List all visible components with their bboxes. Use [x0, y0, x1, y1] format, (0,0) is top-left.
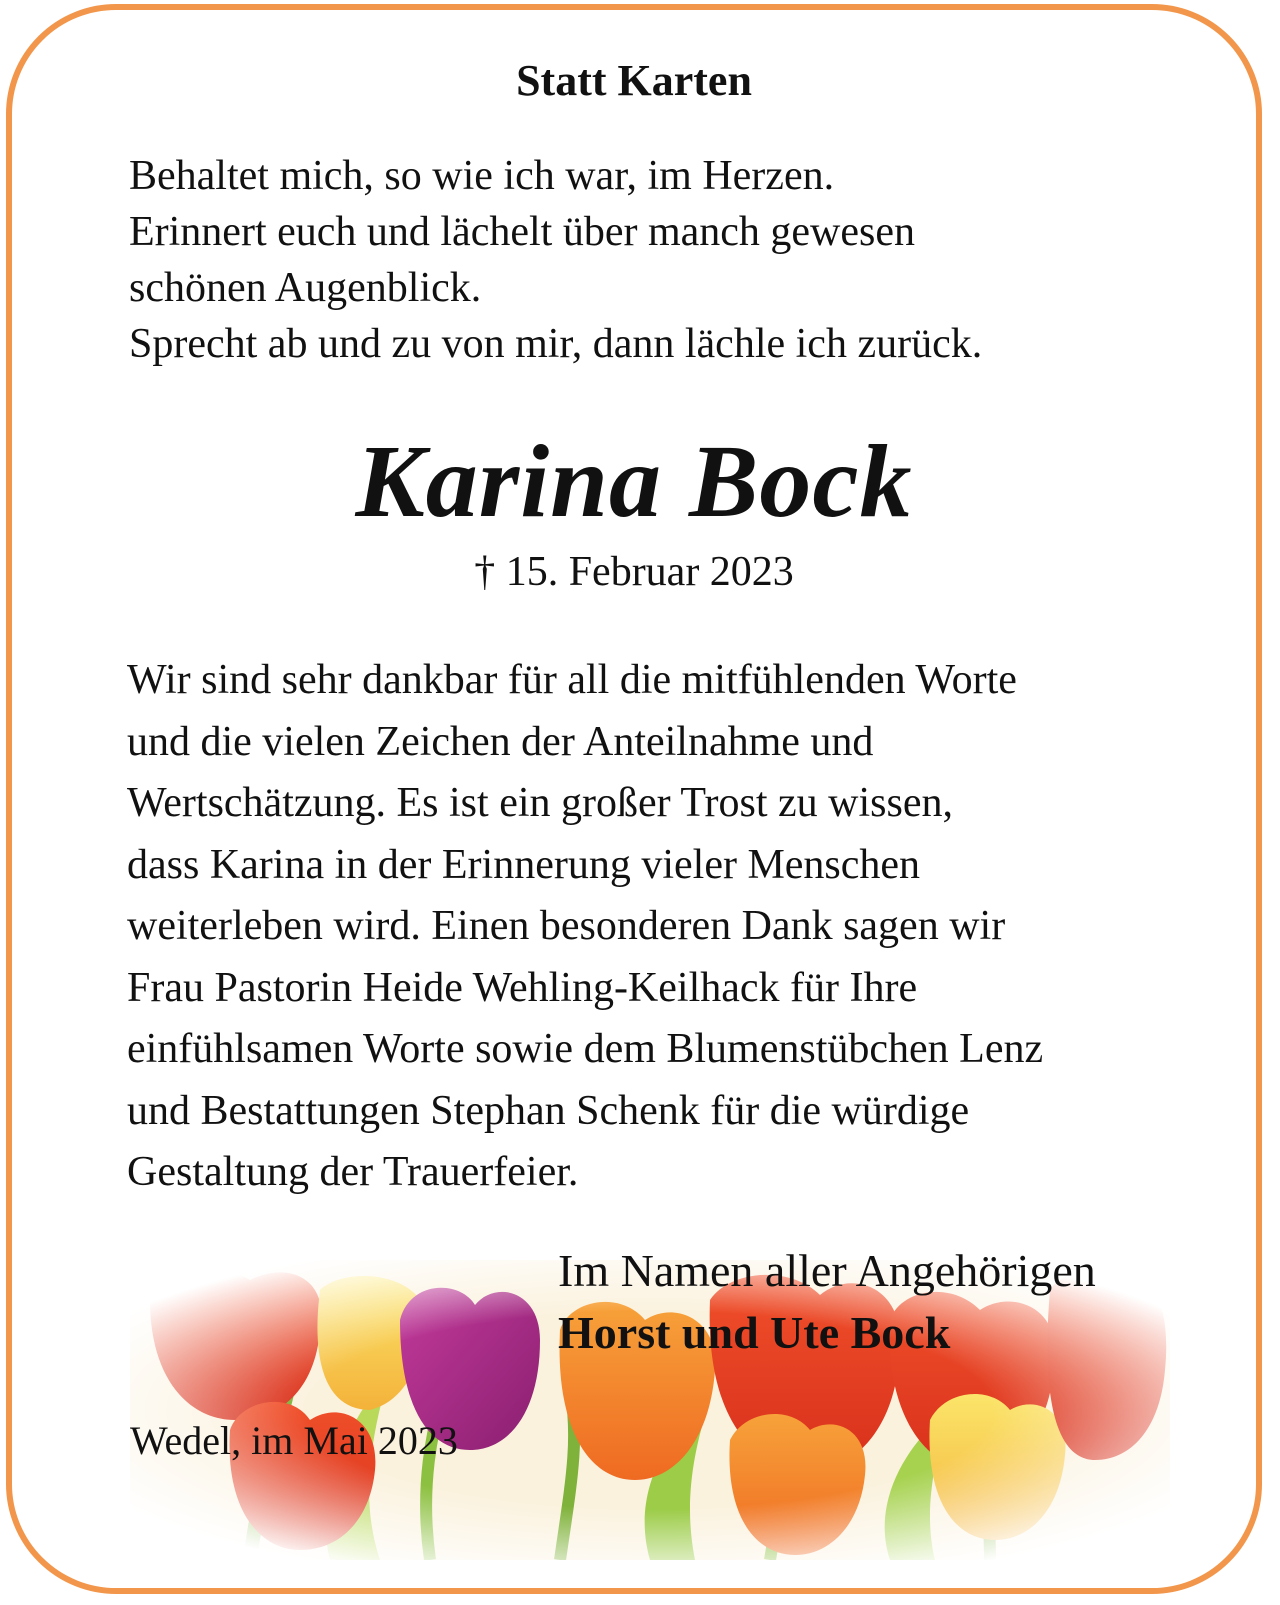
thanks-line: Wir sind sehr dankbar für all die mitfühlenden Worte: [127, 657, 1017, 703]
poem-line: Erinnert euch und lächelt über manch gewesen: [129, 209, 916, 255]
signature: [558, 1240, 1218, 1364]
page-title: Statt Karten: [516, 56, 752, 105]
thanks-paragraph: [127, 650, 1207, 1204]
thanks-line: dass Karina in der Erinnerung vieler Menschen: [127, 841, 921, 888]
thanks-line: und die vielen Zeichen der Anteilnahme und: [127, 718, 874, 765]
thanks-line: Gestaltung der Trauerfeier.: [127, 1149, 579, 1195]
signature-names: Horst und Ute Bock: [558, 1307, 951, 1358]
poem-line: Behaltet mich, so wie ich war, im Herzen.: [129, 153, 835, 199]
death-date: † 15. Februar 2023: [474, 549, 794, 595]
thanks-line: Wertschätzung. Es ist ein großer Trost zu wissen,: [127, 780, 954, 826]
obituary-card: [6, 4, 1262, 1594]
thanks-line: und Bestattungen Stephan Schenk für die würdige: [127, 1087, 970, 1134]
signature-intro: Im Namen aller Angehörigen: [558, 1245, 1096, 1296]
thanks-line: weiterleben wird. Einen besonderen Dank sagen wir: [127, 903, 1006, 949]
deceased-name: Karina Bock: [355, 424, 913, 539]
poem-line: schönen Augenblick.: [129, 265, 482, 311]
place-date: Wedel, im Mai 2023: [130, 1418, 458, 1463]
poem-line: Sprecht ab und zu von mir, dann lächle ich zurück.: [129, 321, 983, 367]
poem: [129, 148, 1179, 372]
thanks-line: einfühlsamen Worte sowie dem Blumenstübchen Lenz: [127, 1026, 1044, 1072]
thanks-line: Frau Pastorin Heide Wehling-Keilhack für Ihre: [127, 964, 918, 1011]
